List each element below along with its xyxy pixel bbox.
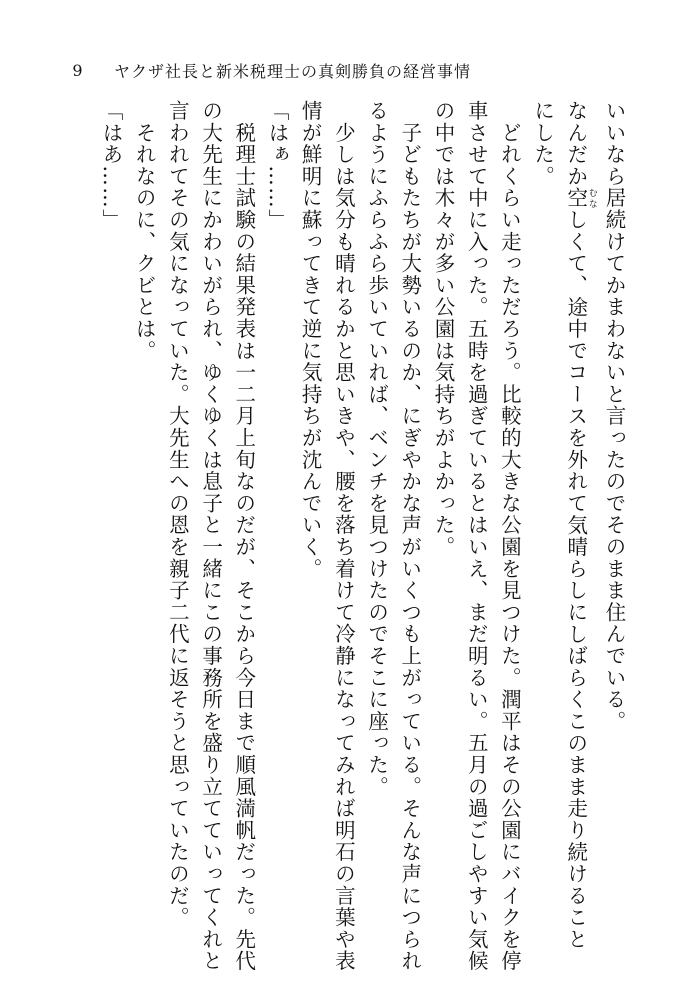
- text-fragment: しくて、途中でコースを外れて気晴らしにしばらくこのまま走り続けること: [563, 209, 588, 951]
- text-line: いいなら居続けてかまわないと言ったのでそのまま住んでいる。: [602, 100, 626, 733]
- text-line: 車させて中に入った。五時を過ぎているとはいえ、まだ明るい。五月の過ごしやすい気候: [464, 100, 489, 972]
- text-fragment: なんだか: [563, 100, 588, 188]
- page-number: 9: [72, 60, 84, 80]
- text-line: にした。: [530, 100, 555, 188]
- text-line-with-ruby: [559, 100, 597, 980]
- ruby-base: 空: [563, 187, 588, 210]
- text-line: の大先生にかわいがられ、ゆくゆくは息子と一緒にこの事務所を盛り立てていってくれと: [198, 100, 223, 972]
- text-line: 少しは気分も晴れるかと思いきや、腰を落ち着けて冷静になってみれば明石の言葉や表: [331, 100, 356, 972]
- text-line: 「はあ……」: [98, 100, 123, 231]
- text-line: の中では木々が多い公園は気持ちがよかった。: [430, 100, 455, 558]
- text-line: 子どもたちが大勢いるのか、にぎやかな声がいくつも上がっている。そんな声につられ: [397, 100, 422, 972]
- ruby-annotation: [563, 187, 597, 210]
- text-line: どれくらい走っただろう。比較的大きな公園を見つけた。潤平はその公園にバイクを停: [497, 100, 522, 972]
- text-line: るようにふらふら歩いていれば、ベンチを見つけたのでそこに座った。: [364, 100, 389, 798]
- vertical-body-text: [60, 100, 630, 980]
- text-line: 税理士試験の結果発表は一二月上旬なのだが、そこから今日まで順風満帆だった。先代: [231, 100, 256, 972]
- text-line: それなのに、クビとは。: [132, 100, 157, 362]
- text-line: 情が鮮明に蘇ってきて逆に気持ちが沈んでいく。: [298, 100, 323, 580]
- ruby-reading: むな: [586, 187, 597, 210]
- running-header: [58, 56, 471, 84]
- book-title: ヤクザ社長と新米税理士の真剣勝負の経営事情: [114, 61, 472, 81]
- text-line: 「はぁ……」: [264, 100, 289, 231]
- text-line: 言われてその気になっていた。大先生への恩を親子二代に返そうと思っていたのだ。: [165, 100, 190, 929]
